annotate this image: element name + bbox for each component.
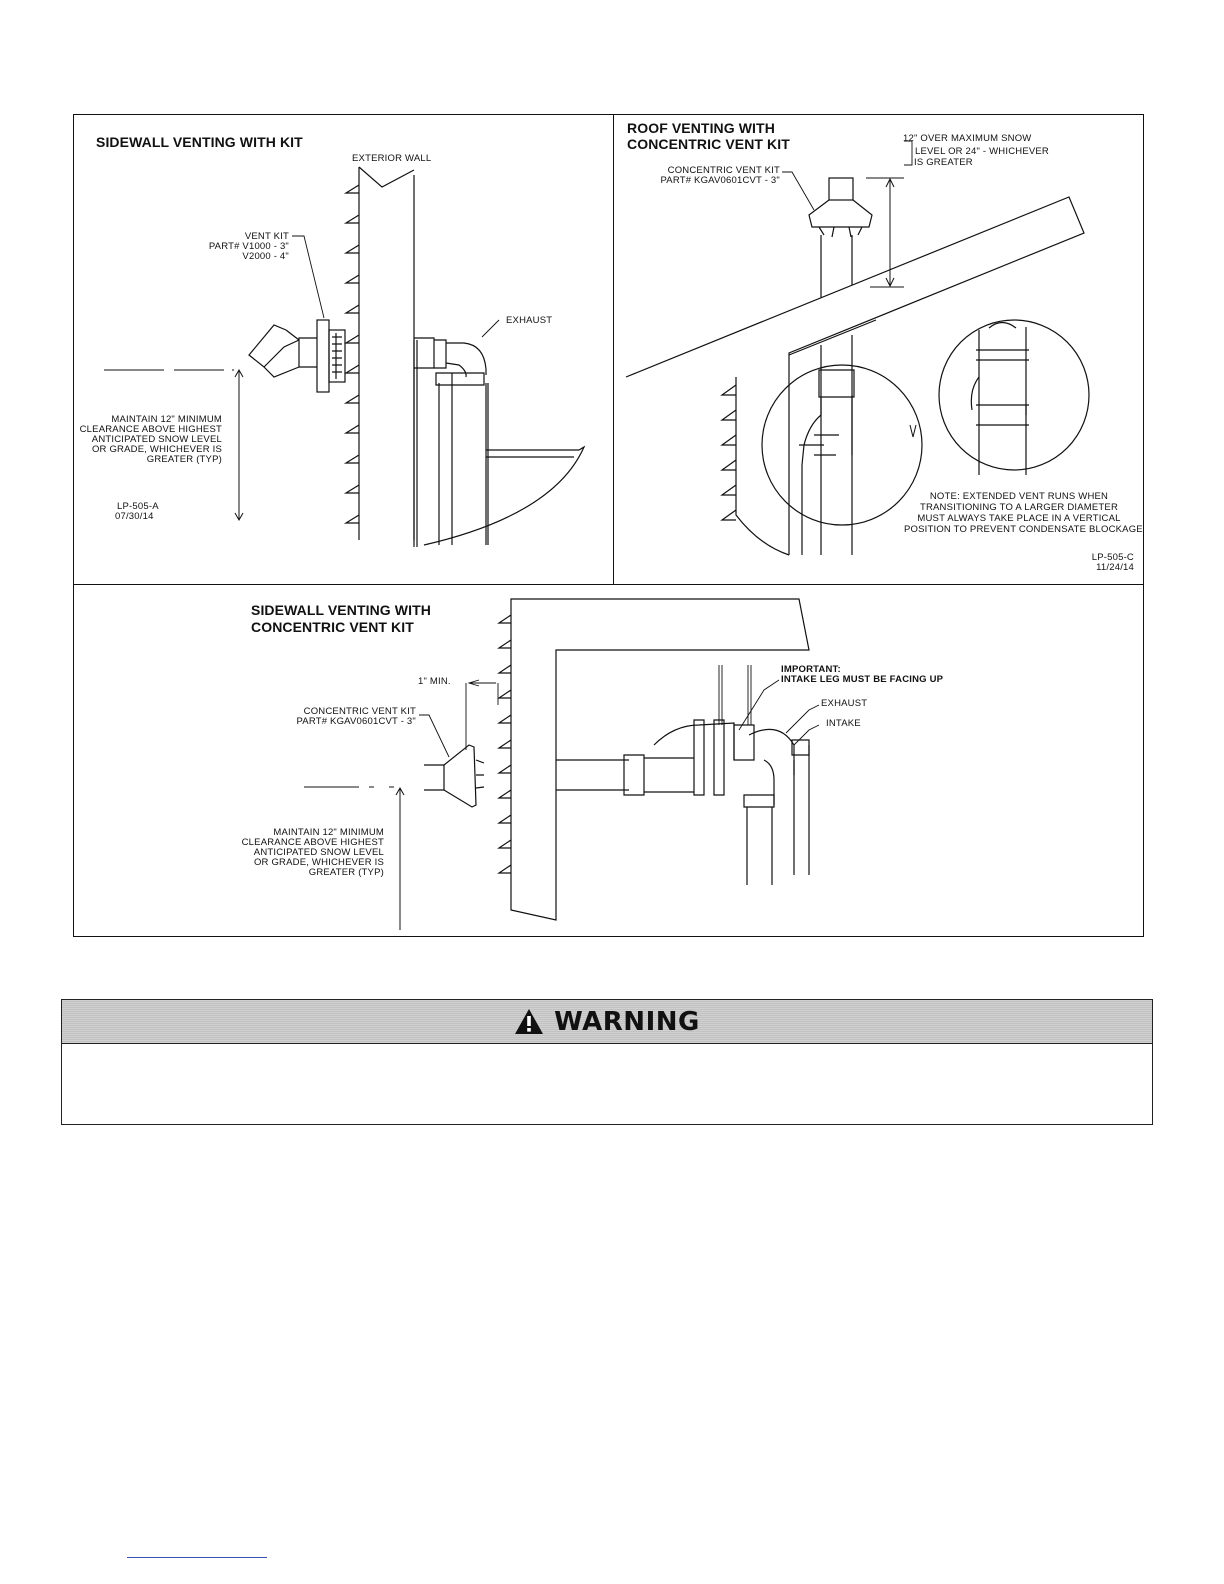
clearance-b-line-2: CLEARANCE ABOVE HIGHEST <box>241 837 384 848</box>
footer-link-underline <box>127 1557 267 1558</box>
drawing-number-a: LP-505-A <box>117 501 159 512</box>
clearance-line-3: ANTICIPATED SNOW LEVEL <box>91 434 222 445</box>
note-line-3: MUST ALWAYS TAKE PLACE IN A VERTICAL <box>917 513 1121 524</box>
clearance-b-line-5: GREATER (TYP) <box>308 867 384 878</box>
clearance-line-2: CLEARANCE ABOVE HIGHEST <box>79 424 222 435</box>
exhaust-label: EXHAUST <box>506 315 553 326</box>
warning-box <box>61 999 1153 1125</box>
panel-roof-venting <box>614 115 1143 585</box>
warning-body <box>62 1044 1152 1124</box>
intake-leg-note: INTAKE LEG MUST BE FACING UP <box>781 674 944 685</box>
panel-c-title-2: CONCENTRIC VENT KIT <box>627 136 790 152</box>
note-line-1: NOTE: EXTENDED VENT RUNS WHEN <box>929 491 1109 502</box>
warning-header <box>62 1000 1152 1044</box>
clearance-b-line-3: ANTICIPATED SNOW LEVEL <box>253 847 384 858</box>
note-line-4: POSITION TO PREVENT CONDENSATE BLOCKAGE <box>904 524 1143 535</box>
exhaust-label-b: EXHAUST <box>821 698 868 709</box>
vent-kit-part-2: V2000 - 4" <box>242 251 289 262</box>
clearance-line-4: OR GRADE, WHICHEVER IS <box>91 444 222 455</box>
panel-b-title-1: SIDEWALL VENTING WITH <box>251 602 431 618</box>
clearance-b-line-1: MAINTAIN 12" MINIMUM <box>273 827 384 838</box>
drawing-date-c: 11/24/14 <box>1096 562 1134 573</box>
drawing-number-c: LP-505-C <box>1091 552 1134 563</box>
concentric-kit-part-b: PART# KGAV0601CVT - 3" <box>296 716 416 727</box>
clearance-line-5: GREATER (TYP) <box>146 454 222 465</box>
concentric-kit-label: CONCENTRIC VENT KIT <box>667 165 780 176</box>
snow-clearance-line-2: LEVEL OR 24" - WHICHEVER <box>915 146 1049 157</box>
clearance-b-line-4: OR GRADE, WHICHEVER IS <box>253 857 384 868</box>
important-label: IMPORTANT: <box>781 664 841 675</box>
panel-sidewall-venting-kit <box>74 115 614 585</box>
warning-triangle-icon <box>514 1008 544 1035</box>
sidewall-concentric-drawing <box>74 585 1143 936</box>
snow-clearance-line-3: IS GREATER <box>914 157 973 168</box>
snow-clearance-line-1: 12" OVER MAXIMUM SNOW <box>903 133 1032 144</box>
note-line-2: TRANSITIONING TO A LARGER DIAMETER <box>919 502 1119 513</box>
panel-b-title-2: CONCENTRIC VENT KIT <box>251 619 414 635</box>
intake-label: INTAKE <box>826 718 861 729</box>
panel-a-title: SIDEWALL VENTING WITH KIT <box>96 134 303 150</box>
warning-title: WARNING <box>554 1006 700 1037</box>
concentric-kit-label-b: CONCENTRIC VENT KIT <box>303 706 416 717</box>
concentric-kit-part: PART# KGAV0601CVT - 3" <box>660 175 780 186</box>
panel-c-title-1: ROOF VENTING WITH <box>627 120 775 136</box>
clearance-line-1: MAINTAIN 12" MINIMUM <box>111 414 222 425</box>
sidewall-kit-drawing <box>74 115 614 585</box>
vent-kit-part-1: PART# V1000 - 3" <box>208 241 289 252</box>
venting-figure <box>73 114 1144 937</box>
one-inch-min-label: 1" MIN. <box>418 676 451 687</box>
panel-sidewall-concentric <box>74 585 1143 936</box>
drawing-date-a: 07/30/14 <box>115 511 154 522</box>
exterior-wall-label: EXTERIOR WALL <box>352 153 432 164</box>
vent-kit-label: VENT KIT <box>244 231 289 242</box>
